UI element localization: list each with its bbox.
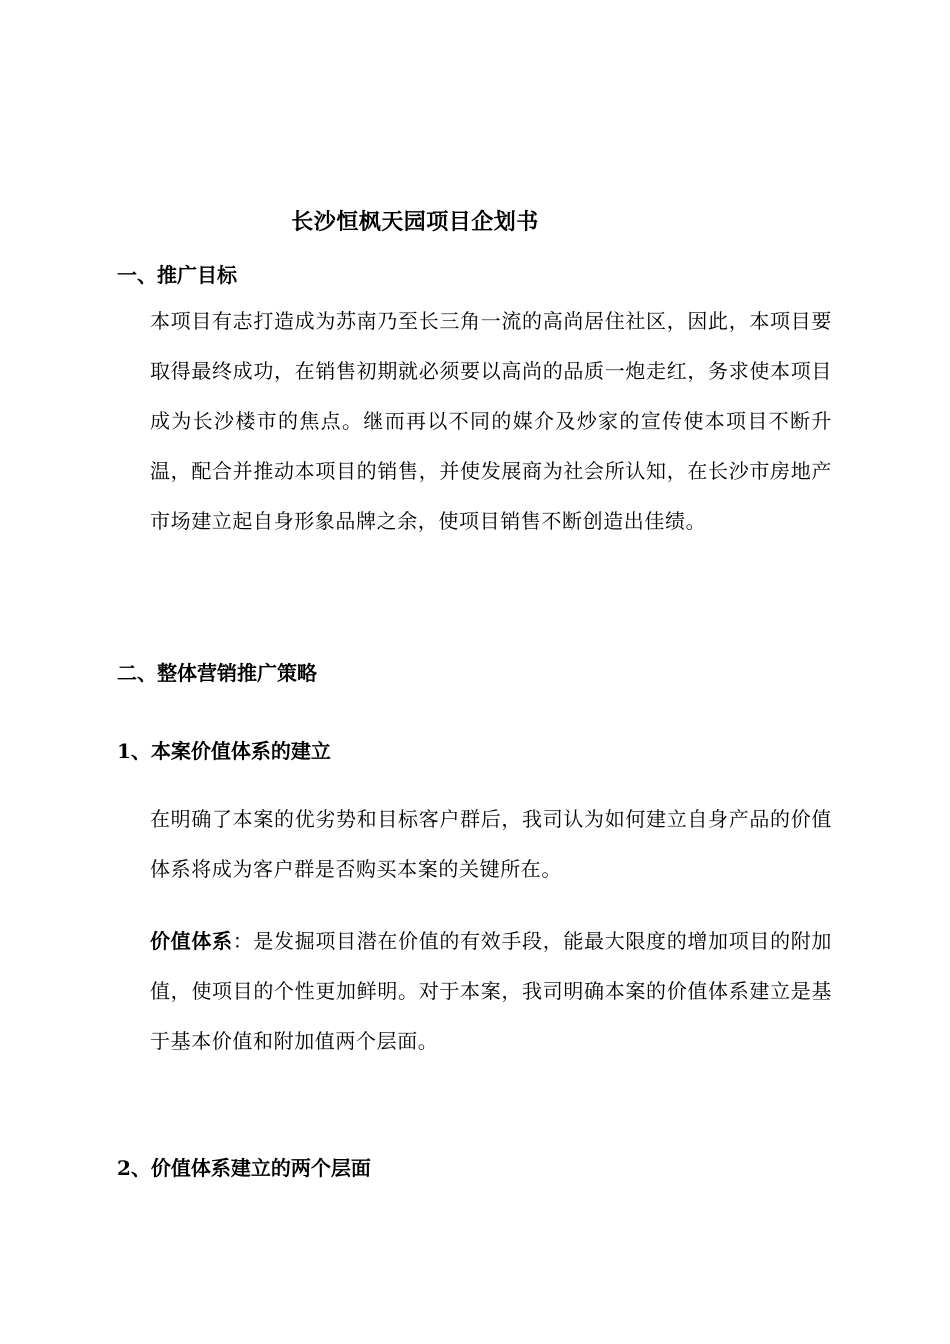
- subsection-heading-value-system: 1、本案价值体系的建立: [117, 739, 331, 763]
- value-system-paragraph: 在明确了本案的优劣势和目标客户群后，我司认为如何建立自身产品的价值体系将成为客户群是否购买本案的关键所在。: [150, 807, 832, 881]
- promotion-goal-paragraph: 本项目有志打造成为苏南乃至长三角一流的高尚居住社区，因此，本项目要取得最终成功，在销售初期就必须要以高尚的品质一炮走红，务求使本项目成为长沙楼市的焦点。继而再以不同的媒介及炒家的宣传使本项目不断升温，配合并推动本项目的销售，并使发展商为社会所认知，在长沙市房地产市场建立起自身形象品牌之余，使项目销售不断创造出佳绩。: [150, 309, 832, 533]
- document-title: 长沙恒枫天园项目企划书: [291, 209, 539, 235]
- value-system-definition-paragraph: [150, 916, 832, 1066]
- subsection-heading-two-levels: 2、价值体系建立的两个层面: [117, 1156, 371, 1180]
- value-system-definition-text: ：是发掘项目潜在价值的有效手段，能最大限度的增加项目的附加值，使项目的个性更加鲜明。对于本案，我司明确本案的价值体系建立是基于基本价值和附加值两个层面。: [150, 929, 833, 1053]
- section-heading-promotion-goal: 一、推广目标: [117, 263, 237, 287]
- section-heading-marketing-strategy: 二、整体营销推广策略: [117, 661, 317, 685]
- value-system-label: 价值体系: [150, 929, 233, 953]
